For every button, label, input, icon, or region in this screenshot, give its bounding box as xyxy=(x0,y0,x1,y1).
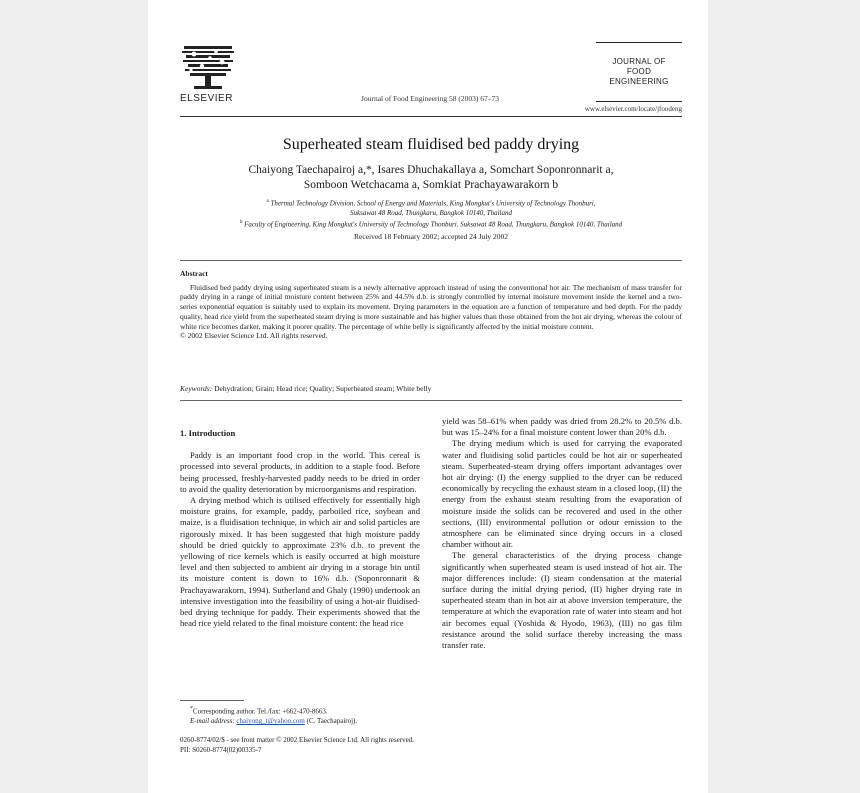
affiliation-a xyxy=(180,197,682,218)
body-column-left xyxy=(180,428,420,629)
issn-block xyxy=(180,735,580,755)
journal-title-box xyxy=(596,42,682,102)
journal-title-line: JOURNAL OF xyxy=(612,57,666,66)
body-column-right xyxy=(442,416,682,651)
paragraph: The general characteristics of the drying process change significantly when superheated steam is used instead of hot air. The major differences include: (I) steam condensation at the material surface during the initial drying period, (II) higher drying rate in superheated steam than in hot air at above inversion temperature, the temperature at which the evaporation rate of water into steam and hot air becomes equal (Yoshida & Hyodo, 1963), (III) no gas film resistance around the solid surface thereby increasing the mass transfer rate. xyxy=(442,550,682,651)
section-heading: 1. Introduction xyxy=(180,428,236,438)
affiliation-mark: a xyxy=(266,199,269,204)
issn-line: 0260-8774/02/$ - see front matter © 2002 Elsevier Science Ltd. All rights reserved. xyxy=(180,736,414,744)
keywords-line xyxy=(180,384,682,393)
journal-title-line: ENGINEERING xyxy=(609,77,669,86)
elsevier-tree-icon xyxy=(180,42,236,92)
journal-url-link[interactable]: www.elsevier.com/locate/jfoodeng xyxy=(584,105,682,113)
abstract-heading: Abstract xyxy=(180,269,208,278)
abstract-top-divider xyxy=(180,260,682,261)
received-dates: Received 18 February 2002; accepted 24 July 2002 xyxy=(354,232,508,241)
abstract-section xyxy=(180,269,682,341)
footnote-divider xyxy=(180,700,244,701)
abstract-bottom-divider xyxy=(180,400,682,401)
pii-line: PII: S0260-8774(02)00335-7 xyxy=(180,746,262,754)
journal-title-line: FOOD xyxy=(626,67,652,76)
affiliation-mark: b xyxy=(239,220,243,225)
journal-reference: Journal of Food Engineering 58 (2003) 67–73 xyxy=(361,94,499,103)
article-title: Superheated steam fluidised bed paddy drying xyxy=(282,136,580,153)
email-suffix: (C. Taechapairoj). xyxy=(306,717,358,726)
page-background xyxy=(148,0,708,793)
affiliation-text: Faculty of Engineering, King Mongkut's University of Technology Thonburi, Suksawat 48 Road, Thungkaru, Bangkok 10140, Thailand xyxy=(244,220,623,229)
paragraph: The drying medium which is used for carrying the evaporated water and fluidising solid particles could be hot air or superheated steam. Superheated-steam drying offers important advantages over hot air drying: (I) the energy supplied to the dryer can be reduced economically by recycling the exhaust steam in a closed loop, (II) the energy from the exhaust steam resulting from the evaporation of moisture inside the solids can be recovered and used in the other sections, (III) environmental pollution or odour emission to the atmosphere can be eliminated since drying occurs in a closed chamber without air. xyxy=(442,438,682,550)
footnote-text: Corresponding author. Tel./fax: +662-470-8663. xyxy=(192,707,328,716)
author-line: Somboon Wetchacama a, Somkiat Prachayawarakorn b xyxy=(303,178,559,191)
copyright-notice: © 2002 Elsevier Science Ltd. All rights reserved. xyxy=(180,331,328,341)
affiliation-text: Thermal Technology Division, School of Energy and Materials, King Mongkut's University of Technology Thonburi, xyxy=(270,199,596,208)
publisher-logo xyxy=(180,42,236,104)
affiliation-text: Suksawat 48 Road, Thungkaru, Bangkok 10140, Thailand xyxy=(350,209,512,218)
footnote xyxy=(180,704,430,726)
header-divider xyxy=(180,116,682,117)
keywords-label: Keywords: xyxy=(180,384,213,393)
affiliation-b xyxy=(180,218,682,229)
email-label: E-mail address: xyxy=(190,717,235,726)
abstract-text: Fluidised bed paddy drying using superheated steam is a newly alternative approach instead of using the conventional hot air. The mechanism of mass transfer for paddy drying in a range of initial moisture content between 25% and 44.5% d.b. is strongly controlled by internal moisture movement inside the kernel and a two-series exponential equation is suitably used to explain its movement. Drying parameters in the equation are a function of temperature and bed depth. For the paddy quality, head rice yield from the superheated steam drying is more sustainable and has higher values than those obtained from the hot air drying, whereas the colour of white rice becomes darker, making it poorer quality. The percentage of white belly is significantly affected by the initial moisture content. xyxy=(180,282,682,331)
paragraph: A drying method which is utilised effectively for essentially high moisture grains, for example, paddy, parboiled rice, soybean and maize, is a fluidisation technique, in which air and solid particles are rigorously mixed. It has been suggested that high moisture paddy should be dried quickly to approximate 23% d.b. to prevent the yellowing of rice kernels which is easily occurred at high moisture level and then subjected to ambient air drying in a storage bin until its moisture content is down to 16% d.b. (Soponronnarit & Prachayawarakorn, 1994). Sutherland and Ghaly (1990) undertook an intensive investigation into the feasibility of using a hot-air fluidised-bed drying technique for paddy. Their experiments showed that the head rice yield related to the final moisture content: the head rice xyxy=(180,495,420,629)
paragraph-continued: yield was 58–61% when paddy was dried from 28.2% to 20.5% d.b. but was 15–24% for a final moisture content lower than 20% d.b. xyxy=(442,416,682,438)
footnote-mark: * xyxy=(190,706,193,712)
publisher-name: ELSEVIER xyxy=(180,93,233,104)
author-list xyxy=(180,163,682,192)
paragraph: Paddy is an important food crop in the world. This cereal is processed into several products, in addition to a staple food. Before being processed, freshly-harvested paddy needs to be dried in order to avoid the quality deterioration by microorganisms and respiration. xyxy=(180,450,420,494)
keywords-text: Dehydration; Grain; Head rice; Quality; Superheated steam; White belly xyxy=(214,384,432,393)
email-link[interactable]: chaiyong_t@yahoo.com xyxy=(236,717,305,726)
author-line: Chaiyong Taechapairoj a,*, Isares Dhuchakallaya a, Somchart Soponronnarit a, xyxy=(248,164,614,176)
